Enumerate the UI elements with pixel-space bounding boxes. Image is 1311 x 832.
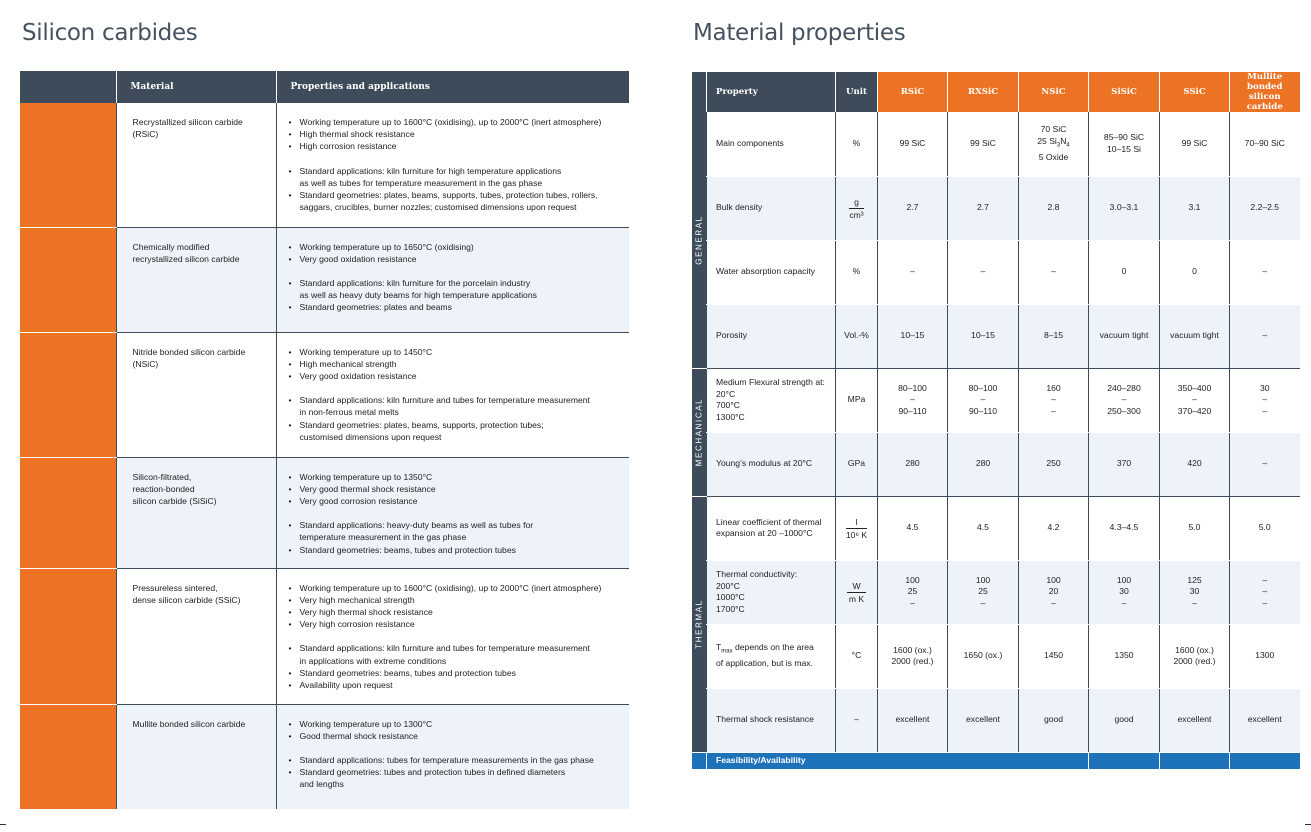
bullet-list [289,277,630,314]
properties-cell [276,568,629,704]
feasibility-cell [1160,752,1230,769]
header-ssic: SSiC [1160,72,1230,112]
value-cell: 2.2–2.5 [1230,176,1300,240]
value-cell: – [878,240,948,304]
bullet-list [289,471,630,508]
value-cell: 70–90 SiC [1230,112,1300,176]
bullet-list [289,582,630,631]
category-mechanical: MECHANICAL [692,368,707,496]
value-cell: 70 SiC 25 $Si_3N_4$ 5 Oxide [1019,112,1089,176]
value-cell: 160 – – [1019,368,1089,432]
list-item: • Very high corrosion resistance [289,618,630,630]
property-label: Water absorption capacity [707,240,836,304]
list-item: • Very good thermal shock resistance [289,483,630,495]
bullet-list [289,116,630,153]
bullet-list [289,394,630,443]
color-swatch [20,457,116,568]
bullet-list [289,241,630,265]
list-item: • Standard applications: heavy-duty beams as well as tubes for temperature measurement in the gas phase [289,519,630,543]
material-name: Nitride bonded silicon carbide (NSiC) [116,332,276,457]
property-label: Thermal conductivity: 200°C 1000°C 1700°C [707,560,836,624]
value-cell: 30 – – [1230,368,1300,432]
feasibility-cell [1089,752,1160,769]
property-label: Porosity [707,304,836,368]
value-cell: – [1230,432,1300,496]
value-cell: 100 20 – [1019,560,1089,624]
value-cell: – – – [1230,560,1300,624]
value-cell: 80–100 – 90–110 [948,368,1019,432]
material-name: Pressureless sintered, dense silicon carbide (SSiC) [116,568,276,704]
value-cell: vacuum tight [1160,304,1230,368]
value-cell: excellent [878,688,948,752]
value-cell: 4.2 [1019,496,1089,560]
value-cell: 100 30 – [1089,560,1160,624]
value-cell: 2.7 [878,176,948,240]
property-label: Bulk density [707,176,836,240]
value-cell: 250 [1019,432,1089,496]
unit-cell: °C [836,624,878,688]
material-name: Chemically modified recrystallized silicon carbide [116,227,276,332]
row-feasibility [692,752,1300,769]
value-cell: 240–280 – 250–300 [1089,368,1160,432]
bullet-list [289,165,630,214]
header-properties: Properties and applications [276,71,629,103]
properties-cell [276,457,629,568]
table-row [20,227,629,332]
value-cell: 0 [1160,240,1230,304]
value-cell: 10–15 [878,304,948,368]
list-item: • Very good oxidation resistance [289,253,630,265]
value-cell: 280 [948,432,1019,496]
value-cell: 10–15 [948,304,1019,368]
page-title: Material properties [693,20,906,46]
row-flexural-strength [692,368,1300,432]
color-swatch [20,332,116,457]
list-item: • Working temperature up to 1650°C (oxidising) [289,241,630,253]
value-cell: 370 [1089,432,1160,496]
list-item: • Working temperature up to 1600°C (oxidising), up to 2000°C (inert atmosphere) [289,116,630,128]
row-water-absorption [692,240,1300,304]
value-cell: good [1089,688,1160,752]
list-item: • Standard applications: kiln furniture and tubes for temperature measurement in applications with extreme conditions [289,642,630,666]
value-cell: 4.5 [878,496,948,560]
header-nsic: NSiC [1019,72,1089,112]
category-thermal: THERMAL [692,496,707,752]
unit-cell: % [836,112,878,176]
feasibility-cell [1230,752,1300,769]
material-properties-table [691,72,1300,769]
header-category [692,72,707,112]
category-general: GENERAL [692,112,707,368]
color-swatch [20,227,116,332]
value-cell: 80–100 – 90–110 [878,368,948,432]
value-cell: 85–90 SiC 10–15 Si [1089,112,1160,176]
value-cell: 2.7 [948,176,1019,240]
color-swatch [20,103,116,227]
value-cell: – [1019,240,1089,304]
value-cell: 100 25 – [878,560,948,624]
table-row [20,704,629,809]
value-cell: 1600 (ox.) 2000 (red.) [1160,624,1230,688]
value-cell: good [1019,688,1089,752]
page-title: Silicon carbides [22,20,198,46]
bullet-list [289,346,630,383]
table-row [20,568,629,704]
properties-cell [276,704,629,809]
material-name: Silicon-filtrated, reaction-bonded silicon carbide (SiSiC) [116,457,276,568]
value-cell: 125 30 – [1160,560,1230,624]
property-label: Main components [707,112,836,176]
feasibility-label: Feasibility/Availability [707,752,1089,769]
property-label: Young’s modulus at 20°C [707,432,836,496]
value-cell: 99 SiC [878,112,948,176]
header-unit: Unit [836,72,878,112]
header-rsic: RSiC [878,72,948,112]
list-item: • Standard geometries: beams, tubes and protection tubes [289,667,630,679]
header-rxsic: RXSiC [948,72,1019,112]
table-row [20,457,629,568]
value-cell: 1300 [1230,624,1300,688]
list-item: • Very high thermal shock resistance [289,606,630,618]
value-cell: 4.3–4.5 [1089,496,1160,560]
list-item: • Very good corrosion resistance [289,495,630,507]
bullet-list [289,754,630,791]
table-row [20,332,629,457]
material-name: Recrystallized silicon carbide (RSiC) [116,103,276,227]
list-item: • Standard applications: kiln furniture for the porcelain industry as well as heavy duty beams for high temperature applications [289,277,630,301]
value-cell: excellent [1160,688,1230,752]
header-property: Property [707,72,836,112]
table-header-row [20,71,629,103]
crop-mark [0,824,6,825]
value-cell: 8–15 [1019,304,1089,368]
value-cell: – [1230,240,1300,304]
list-item: • Very high mechanical strength [289,594,630,606]
value-cell: 420 [1160,432,1230,496]
unit-cell: GPa [836,432,878,496]
value-cell: 5.0 [1230,496,1300,560]
color-swatch [20,568,116,704]
bullet-list [289,519,630,556]
value-cell: 1600 (ox.) 2000 (red.) [878,624,948,688]
unit-cell: $\frac{g}{\text{cm³}}$ [836,176,878,240]
row-porosity [692,304,1300,368]
row-youngs-modulus [692,432,1300,496]
unit-cell: $\frac{W}{\text{m K}}$ [836,560,878,624]
value-cell: 100 25 – [948,560,1019,624]
header-mullite: Mullite bonded silicon carbide [1230,72,1300,112]
list-item: • Standard geometries: beams, tubes and protection tubes [289,544,630,556]
list-item: • High thermal shock resistance [289,128,630,140]
row-main-components [692,112,1300,176]
value-cell: 350–400 – 370–420 [1160,368,1230,432]
value-cell: – [948,240,1019,304]
material-name: Mullite bonded silicon carbide [116,704,276,809]
list-item: • Very good oxidation resistance [289,370,630,382]
value-cell: 5.0 [1160,496,1230,560]
row-thermal-shock [692,688,1300,752]
list-item: • Working temperature up to 1600°C (oxidising), up to 2000°C (inert atmosphere) [289,582,630,594]
value-cell: 3.1 [1160,176,1230,240]
list-item: • High corrosion resistance [289,140,630,152]
header-blank [20,71,116,103]
list-item: • Standard applications: kiln furniture and tubes for temperature measurement in non-ferrous metal melts [289,394,630,418]
properties-cell [276,103,629,227]
bullet-list [289,718,630,742]
list-item: • Standard geometries: tubes and protection tubes in defined diameters and lengths [289,766,630,790]
table-row [20,103,629,227]
value-cell: 2.8 [1019,176,1089,240]
unit-cell: % [836,240,878,304]
bullet-list [289,642,630,691]
property-label: $T_{max}$ depends on the area of application, but is max. [707,624,836,688]
row-tmax [692,624,1300,688]
list-item: • Standard applications: kiln furniture for high temperature applications as well as tubes for temperature measurement in the gas phase [289,165,630,189]
header-material: Material [116,71,276,103]
property-label: Thermal shock resistance [707,688,836,752]
property-label: Linear coefficient of thermal expansion at 20 –1000°C [707,496,836,560]
unit-cell: $\frac{l}{\text{10⁶ K}}$ [836,496,878,560]
value-cell: 280 [878,432,948,496]
header-sisic: SiSiC [1089,72,1160,112]
list-item: • Working temperature up to 1450°C [289,346,630,358]
unit-cell: – [836,688,878,752]
unit-cell: MPa [836,368,878,432]
property-label: Medium Flexural strength at: 20°C 700°C 1300°C [707,368,836,432]
value-cell: – [1230,304,1300,368]
silicon-carbides-table [20,71,629,810]
feasibility-blank [692,752,707,769]
properties-cell [276,332,629,457]
row-thermal-expansion [692,496,1300,560]
list-item: • Standard applications: tubes for temperature measurements in the gas phase [289,754,630,766]
value-cell: 3.0–3.1 [1089,176,1160,240]
value-cell: 4.5 [948,496,1019,560]
value-cell: 0 [1089,240,1160,304]
list-item: • Working temperature up to 1350°C [289,471,630,483]
value-cell: excellent [948,688,1019,752]
value-cell: vacuum tight [1089,304,1160,368]
list-item: • Standard geometries: plates, beams, supports, tubes, protection tubes, rollers, saggars, crucibles, burner nozzles; customised dimensions upon request [289,189,630,213]
row-bulk-density [692,176,1300,240]
row-thermal-conductivity [692,560,1300,624]
value-cell: 1450 [1019,624,1089,688]
crop-mark [1305,824,1311,825]
color-swatch [20,704,116,809]
value-cell: 99 SiC [948,112,1019,176]
properties-cell [276,227,629,332]
list-item: • Standard geometries: plates and beams [289,301,630,313]
list-item: • Standard geometries: plates, beams, supports, protection tubes; customised dimensions upon request [289,419,630,443]
table-header-row [692,72,1300,112]
list-item: • Good thermal shock resistance [289,730,630,742]
value-cell: excellent [1230,688,1300,752]
list-item: • High mechanical strength [289,358,630,370]
value-cell: 99 SiC [1160,112,1230,176]
unit-cell: Vol.-% [836,304,878,368]
value-cell: 1350 [1089,624,1160,688]
value-cell: 1650 (ox.) [948,624,1019,688]
list-item: • Availability upon request [289,679,630,691]
list-item: • Working temperature up to 1300°C [289,718,630,730]
